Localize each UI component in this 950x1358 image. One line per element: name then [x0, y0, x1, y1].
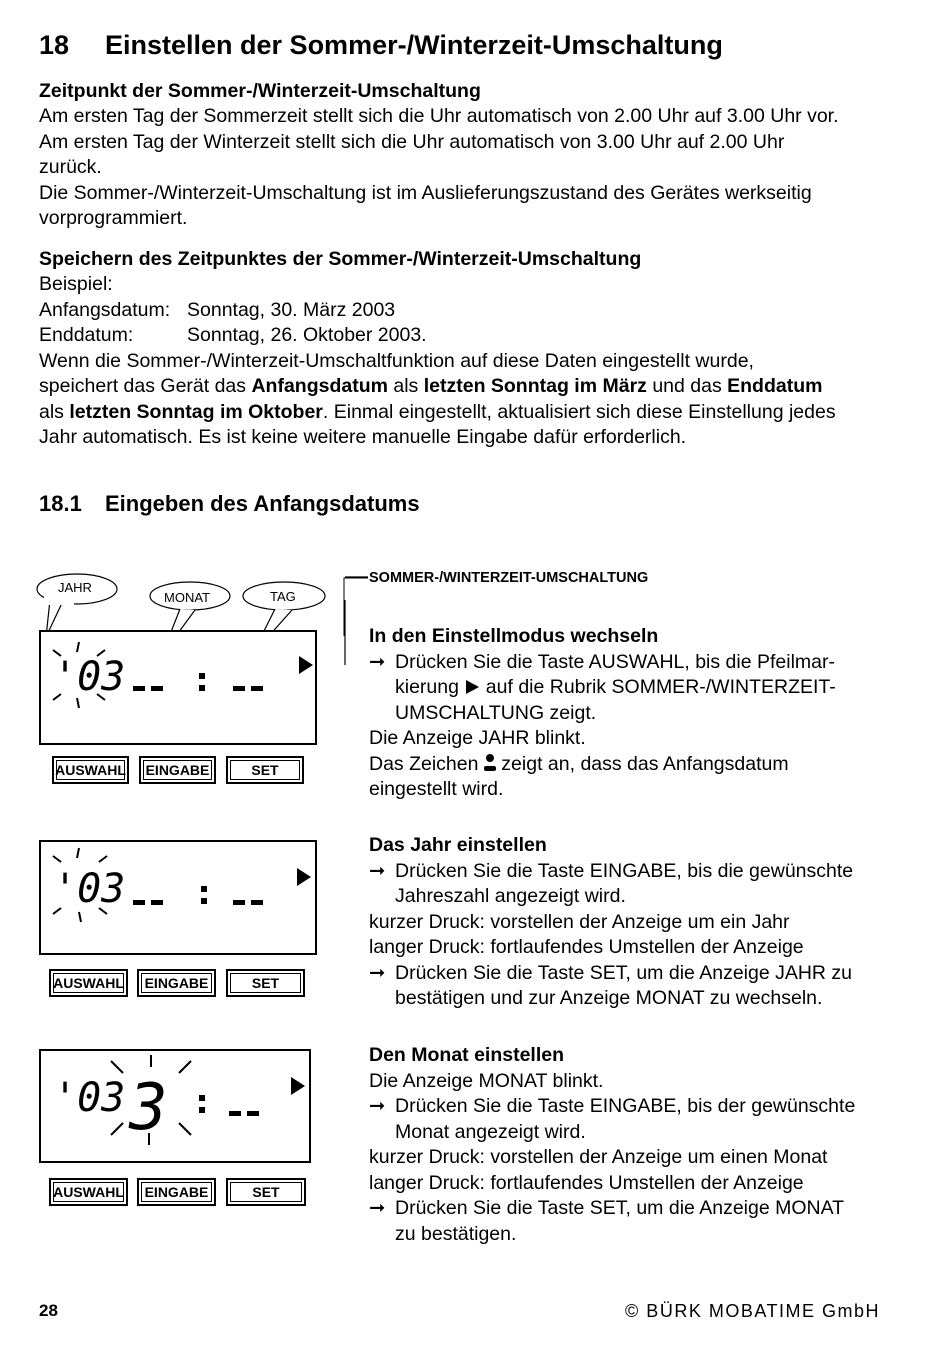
text-line — [369, 752, 909, 778]
text-line: vorprogrammiert. — [39, 207, 188, 229]
lcd-display-1 — [39, 630, 317, 745]
lcd-segments-1 — [41, 632, 315, 743]
lcd-year-2: '03 — [53, 866, 126, 912]
text-line: Jahreszahl angezeigt wird. — [395, 885, 626, 907]
text-line: bestätigen und zur Anzeige MONAT zu wechseln. — [395, 987, 823, 1009]
auswahl-button[interactable]: AUSWAHL — [49, 1178, 128, 1206]
text-line: kurzer Druck: vorstellen der Anzeige um einen Monat — [369, 1146, 828, 1168]
step2-instruction-b — [369, 961, 909, 1012]
step1-title: In den Einstellmodus wechseln — [369, 625, 659, 647]
text-span: . Einmal eingestellt, aktualisiert sich diese Einstellung jedes — [322, 400, 836, 423]
start-label: Anfangsdatum: — [39, 298, 171, 321]
rubric-label: SOMMER-/WINTERZEIT-UMSCHALTUNG — [369, 570, 649, 586]
callout-monat: MONAT — [164, 590, 210, 605]
text-line — [395, 675, 909, 701]
text-line: Wenn die Sommer-/Winterzeit-Umschaltfunktion auf diese Daten eingestellt wurde, — [39, 349, 754, 372]
start-value: Sonntag, 30. März 2003 — [187, 298, 396, 321]
triangle-pointer-icon — [464, 679, 480, 695]
step2-block — [369, 833, 909, 1012]
end-date-line — [39, 323, 919, 349]
lcd-segments-3 — [41, 1051, 309, 1161]
text-line: Drücken Sie die Taste EINGABE, bis die gewünschte — [395, 859, 854, 882]
end-label: Enddatum: — [39, 324, 134, 346]
eingabe-button[interactable]: EINGABE — [137, 1178, 216, 1206]
text-line: Am ersten Tag der Winterzeit stellt sich die Uhr automatisch von 3.00 Uhr auf 2.00 Uhr — [39, 130, 785, 153]
lcd-display-2 — [39, 840, 317, 955]
subsection-title — [39, 491, 420, 517]
eingabe-button[interactable]: EINGABE — [139, 756, 216, 784]
start-date-line — [39, 298, 919, 324]
text-span: als — [39, 400, 70, 423]
text-line — [39, 374, 919, 400]
text-line: Die Anzeige MONAT blinkt. — [369, 1069, 604, 1092]
text-span: kierung — [395, 676, 465, 698]
rubric-connector — [342, 570, 372, 640]
text-line: Drücken Sie die Taste AUSWAHL, bis die Pfeilmar- — [395, 650, 836, 673]
lcd-month-3: 3 — [129, 1071, 168, 1145]
arrow-icon: ➞ — [369, 859, 386, 882]
lcd-segments-2 — [41, 842, 315, 953]
text-line: kurzer Druck: vorstellen der Anzeige um ein Jahr — [369, 910, 790, 933]
subsection-text: Eingeben des Anfangsdatums — [105, 491, 420, 516]
subsection-number: 18.1 — [39, 491, 82, 516]
callout-tag: TAG — [270, 589, 296, 604]
step3-instruction-a — [369, 1094, 909, 1145]
text-line: Drücken Sie die Taste EINGABE, bis der gewünschte — [395, 1095, 856, 1117]
text-line: langer Druck: fortlaufendes Umstellen der Anzeige — [369, 936, 804, 958]
text-span: und das — [646, 375, 728, 397]
text-line: zurück. — [39, 156, 102, 178]
text-line: Monat angezeigt wird. — [395, 1120, 586, 1143]
lcd-year-3: '03 — [53, 1075, 126, 1121]
step2-title: Das Jahr einstellen — [369, 834, 547, 856]
auswahl-button[interactable]: AUSWAHL — [49, 969, 128, 997]
text-span: als — [387, 375, 424, 397]
section1-heading: Zeitpunkt der Sommer-/Winterzeit-Umschaltung — [39, 80, 481, 102]
end-value: Sonntag, 26. Oktober 2003. — [187, 324, 427, 346]
auswahl-button[interactable]: AUSWAHL — [52, 756, 129, 784]
set-button[interactable]: SET — [226, 969, 305, 997]
callout-jahr: JAHR — [58, 580, 92, 595]
text-line — [39, 400, 919, 426]
bold-span: Anfangsdatum — [251, 375, 388, 397]
text-line: Am ersten Tag der Sommerzeit stellt sich die Uhr automatisch von 2.00 Uhr auf 3.00 Uhr vor. — [39, 105, 839, 127]
section2-text — [39, 272, 919, 451]
text-span: Das Zeichen — [369, 752, 484, 775]
step2-instruction-a — [369, 859, 909, 910]
lcd-display-3 — [39, 1049, 311, 1163]
text-line: UMSCHALTUNG zeigt. — [395, 701, 597, 724]
text-span: zeigt an, dass das Anfangsdatum — [495, 752, 789, 775]
arrow-icon: ➞ — [369, 1095, 386, 1117]
section2-heading: Speichern des Zeitpunktes der Sommer-/Winterzeit-Umschaltung — [39, 248, 642, 270]
step3-instruction-b — [369, 1196, 909, 1247]
bold-span: Enddatum — [727, 375, 823, 397]
text-line: Die Anzeige JAHR blinkt. — [369, 727, 586, 749]
section-number: 18 — [39, 30, 70, 60]
arrow-icon: ➞ — [369, 1197, 386, 1219]
text-line: Die Sommer-/Winterzeit-Umschaltung ist im Auslieferungszustand des Gerätes werkseitig — [39, 181, 812, 204]
set-button[interactable]: SET — [226, 1178, 306, 1206]
example-label: Beispiel: — [39, 273, 113, 295]
arrow-icon: ➞ — [369, 650, 386, 673]
section-title: Einstellen der Sommer-/Winterzeit-Umschaltung — [105, 30, 723, 60]
step1-block — [369, 624, 909, 803]
arrow-icon: ➞ — [369, 961, 386, 984]
set-button[interactable]: SET — [226, 756, 304, 784]
start-date-symbol-icon — [484, 753, 496, 773]
eingabe-button[interactable]: EINGABE — [137, 969, 216, 997]
text-line: Drücken Sie die Taste SET, um die Anzeige MONAT — [395, 1197, 845, 1219]
text-line: zu bestätigen. — [395, 1222, 517, 1245]
step3-title: Den Monat einstellen — [369, 1044, 565, 1066]
text-line: eingestellt wird. — [369, 778, 504, 800]
text-line: Drücken Sie die Taste SET, um die Anzeige JAHR zu — [395, 961, 853, 984]
page-title — [39, 30, 723, 61]
text-line: langer Druck: fortlaufendes Umstellen der Anzeige — [369, 1171, 804, 1194]
step3-block — [369, 1043, 909, 1247]
section1-text — [39, 104, 919, 232]
page-number: 28 — [39, 1301, 58, 1320]
copyright: © BÜRK MOBATIME GmbH — [625, 1301, 880, 1321]
bold-span: letzten Sonntag im Oktober — [69, 400, 323, 423]
lcd-year-1: '03 — [53, 654, 126, 700]
text-span: speichert das Gerät das — [39, 375, 252, 397]
text-span: auf die Rubrik SOMMER-/WINTERZEIT- — [480, 676, 836, 698]
step1-instruction — [369, 650, 909, 727]
text-line: Jahr automatisch. Es ist keine weitere manuelle Eingabe dafür erforderlich. — [39, 426, 687, 448]
bold-span: letzten Sonntag im März — [423, 375, 647, 397]
